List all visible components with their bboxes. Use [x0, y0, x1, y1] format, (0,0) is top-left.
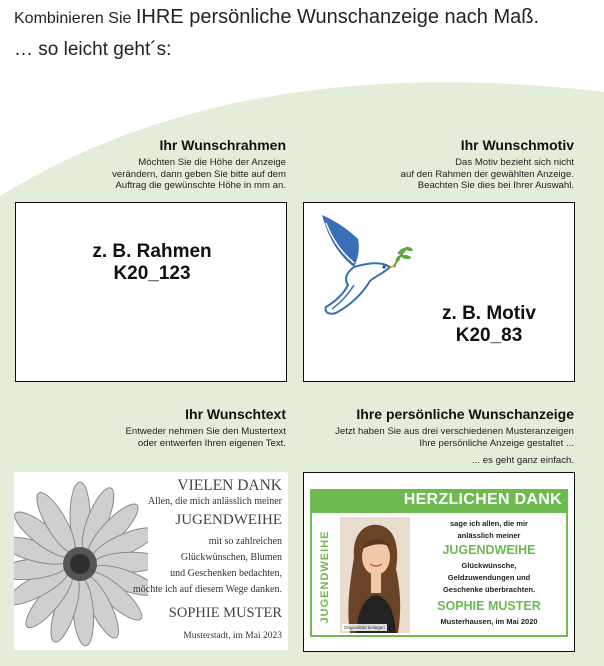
ad2-vertical-label: JUGENDWEIHE: [319, 530, 331, 624]
ad2-headline: HERZLICHEN DANK: [403, 491, 562, 508]
flower-icon: [14, 476, 148, 648]
ad1-line1: Allen, die mich anlässlich meiner: [147, 496, 282, 507]
subheadline: … so leicht geht´s:: [14, 39, 172, 60]
motif-example-box[interactable]: [303, 202, 575, 382]
section-motif-title: Ihr Wunschmotiv: [460, 137, 574, 153]
ad2-line1: sage ich allen, die mir: [450, 519, 528, 528]
ad1-headline: VIELEN DANK: [177, 477, 282, 494]
frame-example-label: z. B. Rahmen K20_123: [92, 241, 212, 284]
headline-emphasis: IHRE persönliche Wunschanzeige nach Maß.: [135, 6, 540, 28]
ad2-frame: [310, 511, 568, 637]
ad1-occasion: JUGENDWEIHE: [175, 512, 282, 528]
sample-personal-ad[interactable]: [303, 472, 575, 652]
ad1-line5: möchte ich auf diesem Wege danken.: [133, 584, 282, 595]
section-frame: [86, 137, 286, 192]
ad1-place-date: Musterstadt, im Mai 2023: [183, 631, 282, 641]
ad2-line2: anlässlich meiner: [457, 531, 521, 540]
page-header: [14, 6, 539, 61]
ad2-line3: Glückwünsche,: [461, 561, 517, 570]
section-motif: [350, 137, 574, 192]
ad1-line2: mit so zahlreichen: [208, 536, 282, 547]
section-text-desc: Entweder nehmen Sie den Mustertext oder entwerfen Ihren eigenen Text.: [125, 426, 286, 449]
ad1-line3: Glückwünschen, Blumen: [180, 552, 282, 563]
section-frame-desc: Möchten Sie die Höhe der Anzeige verändern, dann geben Sie bitte auf dem Auftrag die gewünschte Höhe in mm an.: [112, 157, 286, 192]
headline-prefix: Kombinieren Sie: [14, 10, 132, 27]
section-text: [86, 406, 286, 449]
ad1-line4: und Geschenken bedachten,: [170, 568, 282, 579]
ad2-banner: [310, 489, 568, 511]
portrait-icon: [340, 517, 410, 633]
dove-icon: [314, 211, 414, 323]
ad2-name: SOPHIE MUSTER: [437, 599, 541, 613]
headline: [14, 6, 539, 29]
ad2-occasion: JUGENDWEIHE: [442, 543, 536, 557]
section-personal-title: Ihre persönliche Wunschanzeige: [356, 406, 574, 422]
section-frame-title: Ihr Wunschrahmen: [159, 137, 286, 153]
ad2-photo: [340, 517, 410, 633]
ad2-line4: Geldzuwendungen und: [447, 573, 531, 582]
sample-text-ad[interactable]: [14, 472, 288, 650]
ad1-name: SOPHIE MUSTER: [168, 605, 282, 621]
ad2-place-date: Musterhausen, im Mai 2020: [440, 617, 538, 626]
section-personal-desc-end: ... es geht ganz einfach.: [472, 455, 574, 467]
motif-example-label: z. B. Motiv K20_83: [442, 303, 536, 346]
section-motif-desc: Das Motiv bezieht sich nicht auf den Rahmen der gewählten Anzeige. Beachten Sie dies bei Ihrer Auswahl.: [400, 157, 574, 192]
ad2-photo-caption: Originalbild beliegen: [344, 625, 385, 630]
section-personal: [300, 406, 574, 467]
section-text-title: Ihr Wunschtext: [185, 406, 286, 422]
section-personal-desc: Jetzt haben Sie aus drei verschiedenen Musteranzeigen Ihre persönliche Anzeige gestaltet ...: [335, 426, 574, 449]
frame-example-box[interactable]: [15, 202, 287, 382]
ad2-line5: Geschenke überbrachten.: [442, 585, 536, 594]
